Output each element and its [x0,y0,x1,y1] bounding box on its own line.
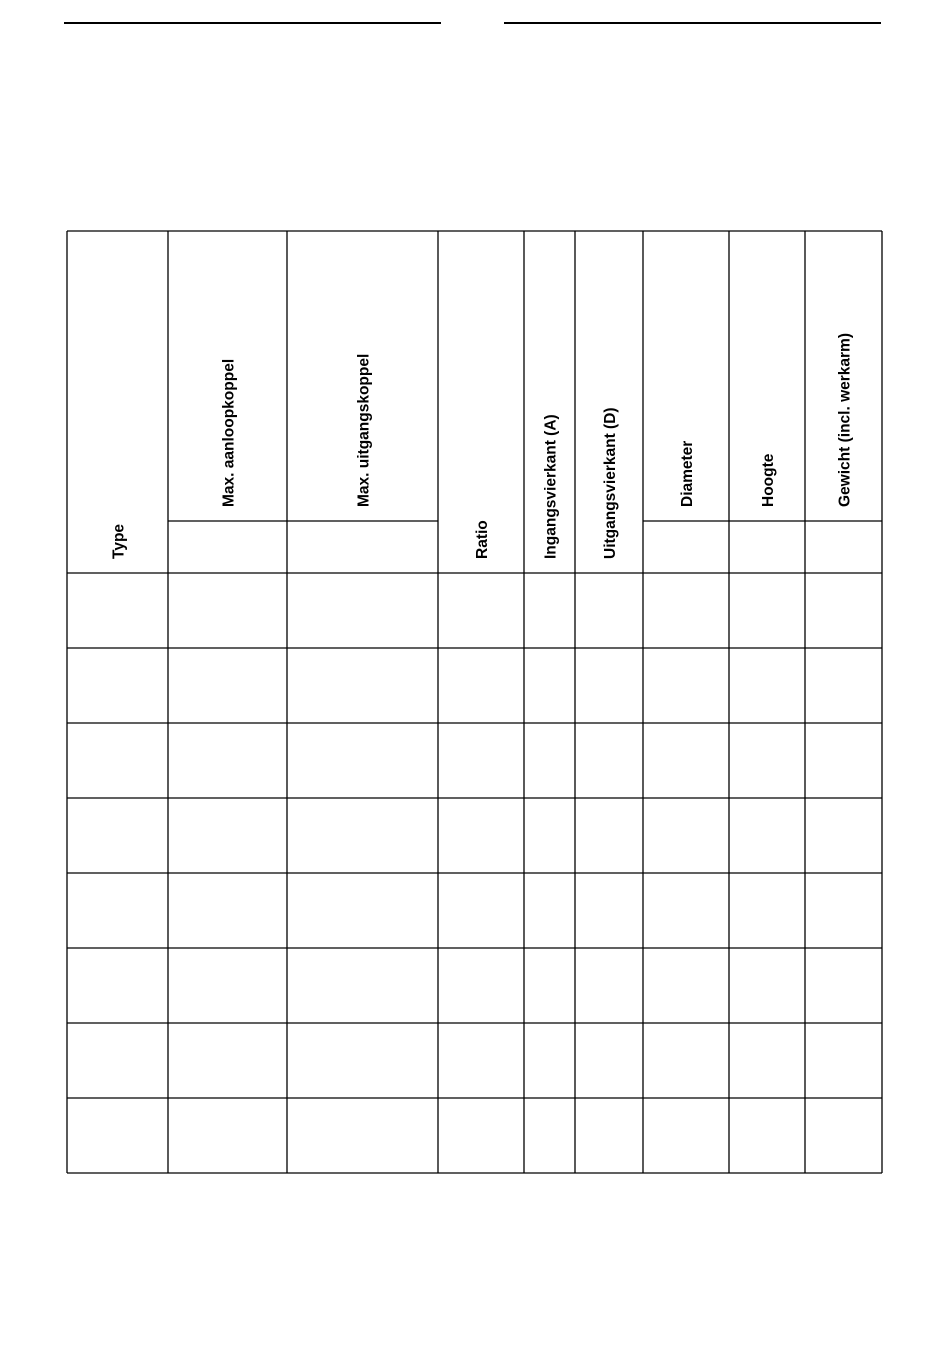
header-max_uitgangskoppel: Max. uitgangskoppel [355,353,373,507]
header-gewicht: Gewicht (incl. werkarm) [836,333,854,507]
header-uitgangsvierkant: Uitgangsvierkant (D) [602,407,619,559]
header-ratio: Ratio [474,520,491,559]
header-diameter: Diameter [679,440,696,507]
table-grid [67,231,882,1173]
header-hoogte: Hoogte [760,453,777,507]
header-ingangsvierkant: Ingangsvierkant (A) [542,414,560,559]
table-header-row [111,333,854,559]
header-max_aanloopkoppel: Max. aanloopkoppel [220,358,238,507]
header-type: Type [110,523,128,559]
